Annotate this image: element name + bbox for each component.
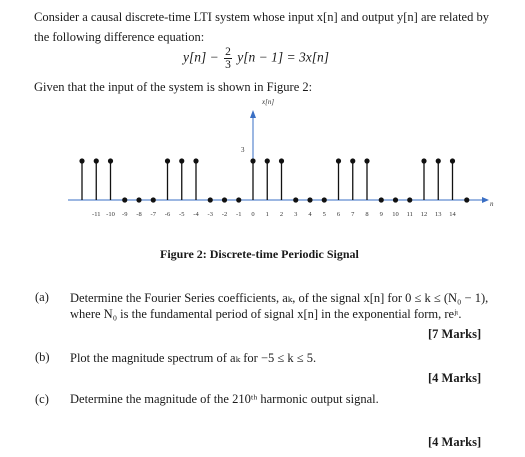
x-tick-label: 12 (420, 211, 428, 218)
stem-marker (151, 197, 156, 202)
x-tick-label: 3 (294, 211, 298, 218)
stem-marker (464, 197, 469, 202)
stem-marker (393, 197, 398, 202)
x-tick-label: 5 (322, 211, 326, 218)
stem-marker (165, 158, 170, 163)
stem-marker (122, 197, 127, 202)
stem-marker (79, 158, 84, 163)
question-a-line-1: Determine the Fourier Series coefficients, aₖ, of the signal x[n] for 0 ≤ k ≤ (N₀ − 1), (70, 291, 489, 305)
x-tick-label: -5 (179, 211, 185, 218)
fraction-denominator: 3 (225, 59, 231, 71)
question-a-label: (a) (35, 290, 49, 304)
equation-lhs: y[n] − (183, 49, 219, 65)
fraction-numerator: 2 (225, 46, 231, 58)
question-c-marks: [4 Marks] (428, 435, 482, 449)
question-b-marks: [4 Marks] (428, 371, 482, 385)
stem-marker (379, 197, 384, 202)
question-c-line-1: Determine the magnitude of the 210ᵗʰ harmonic output signal. (70, 392, 379, 406)
question-c-label: (c) (35, 392, 49, 406)
x-tick-label: 11 (406, 211, 413, 218)
x-tick-label: -6 (164, 211, 171, 218)
stem-marker (450, 158, 455, 163)
y-axis-label: x[n] (262, 98, 275, 106)
stem-marker (293, 197, 298, 202)
peak-value-label: 3 (241, 146, 245, 154)
x-axis-label: n (490, 200, 494, 208)
equation-rhs: y[n − 1] = 3x[n] (237, 49, 329, 65)
question-b-label: (b) (35, 350, 50, 364)
stem-marker (179, 158, 184, 163)
x-tick-label: 8 (365, 211, 369, 218)
stem-marker (350, 158, 355, 163)
stem-marker (236, 197, 241, 202)
intro-line-1: Consider a causal discrete-time LTI system whose input x[n] and output y[n] are related by (34, 10, 489, 24)
given-text: Given that the input of the system is shown in Figure 2: (34, 80, 313, 94)
x-axis-arrow (482, 197, 489, 203)
question-b-line-1: Plot the magnitude spectrum of aₖ for −5 ≤ k ≤ 5. (70, 351, 317, 365)
stem-marker (108, 158, 113, 163)
stem-marker (94, 158, 99, 163)
stem-marker (208, 197, 213, 202)
stem-marker (322, 197, 327, 202)
stem-marker (136, 197, 141, 202)
x-tick-label: -9 (122, 211, 128, 218)
stem-marker (436, 158, 441, 163)
figure-caption: Figure 2: Discrete-time Periodic Signal (160, 247, 359, 261)
x-tick-label: 1 (265, 211, 269, 218)
stem-group (68, 110, 489, 218)
x-tick-label: 14 (449, 211, 456, 218)
x-tick-label: -3 (207, 211, 213, 218)
question-a-line-2: where N₀ is the fundamental period of signal x[n] in the exponential form, reʲᶥ. (70, 307, 462, 321)
intro-line-2: the following difference equation: (34, 30, 205, 44)
x-tick-label: 7 (351, 211, 355, 218)
stem-marker (222, 197, 227, 202)
stem-marker (407, 197, 412, 202)
x-tick-label: -2 (221, 211, 228, 218)
stem-marker (193, 158, 198, 163)
x-tick-label: 2 (279, 211, 284, 218)
stem-marker (250, 158, 255, 163)
x-tick-label: -11 (92, 211, 101, 218)
stem-marker (307, 197, 312, 202)
x-tick-label: -10 (106, 211, 115, 218)
x-tick-label: 10 (392, 211, 399, 218)
x-tick-label: -1 (236, 211, 242, 218)
x-tick-label: 13 (435, 211, 442, 218)
stem-marker (421, 158, 426, 163)
x-tick-label: 6 (336, 211, 341, 218)
x-tick-label: 9 (379, 211, 383, 218)
x-tick-label: -4 (193, 211, 199, 218)
stem-marker (364, 158, 369, 163)
stem-marker (265, 158, 270, 163)
x-tick-label: 4 (308, 211, 312, 218)
stem-marker (336, 158, 341, 163)
question-a-marks: [7 Marks] (428, 327, 482, 341)
x-tick-label: -7 (150, 211, 156, 218)
y-axis-arrow (250, 110, 256, 118)
x-tick-label: 0 (251, 211, 255, 218)
stem-marker (279, 158, 284, 163)
x-tick-label: -8 (136, 211, 142, 218)
